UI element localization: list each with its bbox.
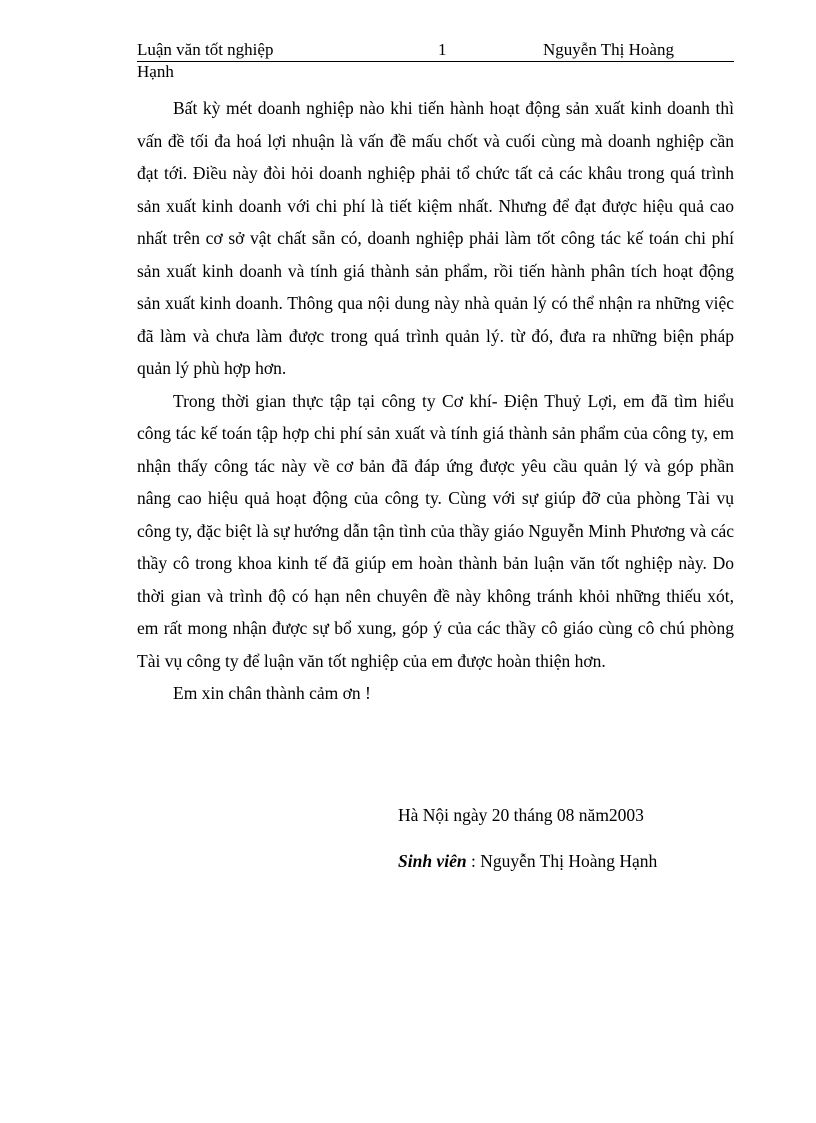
student-label: Sinh viên — [398, 851, 467, 871]
header-author-name: Nguyễn Thị Hoàng — [543, 40, 674, 59]
paragraph-thanks: Em xin chân thành cảm ơn ! — [173, 683, 371, 703]
student-separator: : — [466, 851, 481, 871]
paragraph-acknowledgement: Trong thời gian thực tập tại công ty Cơ khí- Điện Thuỷ Lợi, em đã tìm hiểu công tác kế toán tập hợp chi phí sản xuất và tính giá thành sản phẩm của công ty, em nhận thấy công tác này về cơ bản đã đáp ứng được yêu cầu quản lý và góp phần nâng cao hiệu quả hoạt động của công ty. Cùng với sự giúp đỡ của phòng Tài vụ công ty, đặc biệt là sự hướng dẫn tận tình của thầy giáo Nguyễn Minh Phương và các thầy cô trong khoa kinh tế đã giúp em hoàn thành bản luận văn tốt nghiệp này. Do thời gian và trình độ có hạn nên chuyên đề này không tránh khỏi những thiếu xót, em rất mong nhận được sự bổ xung, góp ý của các thầy cô giáo cùng cô chú phòng Tài vụ công ty để luận văn tốt nghiệp của em được hoàn thiện hơn. — [137, 390, 734, 671]
signature-date: Hà Nội ngày 20 tháng 08 năm2003 — [398, 805, 644, 825]
header-thesis-title: Luận văn tốt nghiệp — [137, 40, 274, 59]
signature-student-line — [398, 849, 657, 873]
signature-block — [398, 803, 657, 873]
header-page-number: 1 — [438, 40, 447, 59]
header-author-name-continued: Hạnh — [137, 62, 174, 81]
student-name: Nguyễn Thị Hoàng Hạnh — [480, 851, 658, 871]
paragraph-introduction: Bất kỳ mét doanh nghiệp nào khi tiến hành hoạt động sản xuất kinh doanh thì vấn đề tối đa hoá lợi nhuận là vấn đề mấu chốt và cuối cùng mà doanh nghiệp cần đạt tới. Điều này đòi hỏi doanh nghiệp phải tổ chức tất cả các khâu trong quá trình sản xuất kinh doanh với chi phí là tiết kiệm nhất. Nhưng để đạt được hiệu quả cao nhất trên cơ sở vật chất sẵn có, doanh nghiệp phải làm tốt công tác kế toán chi phí sản xuất kinh doanh và tính giá thành sản phẩm, rồi tiến hành phân tích hoạt động sản xuất kinh doanh. Thông qua nội dung này nhà quản lý có thể nhận ra những việc đã làm và chưa làm được trong quá trình quản lý. từ đó, đưa ra những biện pháp quản lý phù hợp hơn. — [137, 98, 734, 378]
page-header — [137, 39, 734, 62]
document-body — [137, 92, 734, 710]
